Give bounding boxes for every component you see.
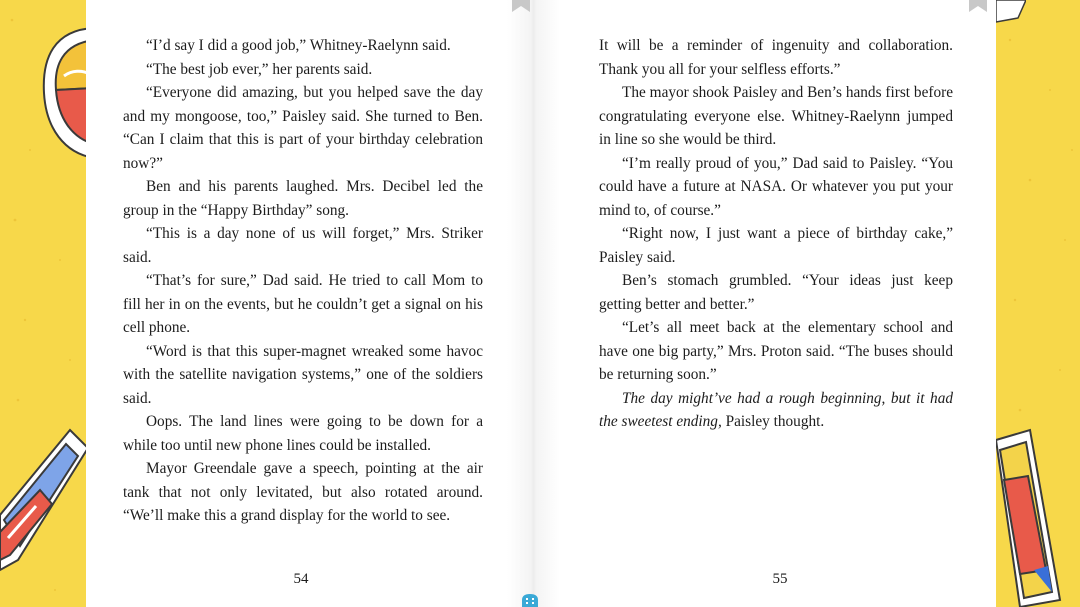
final-plain-text: Paisley thought. [721, 413, 825, 430]
book-spine-gutter [507, 0, 560, 607]
sticker-illustration-bottom-left [0, 420, 90, 580]
toolbar-handle-icon[interactable] [518, 594, 542, 607]
sticker-illustration-top-right [996, 0, 1026, 40]
right-page-text [599, 34, 953, 434]
final-italic-text: The day might’ve had a rough beginning, but it had the sweetest ending, [599, 389, 953, 430]
paragraph: “I’d say I did a good job,” Whitney-Raelynn said. [146, 37, 451, 54]
paragraph: Ben’s stomach grumbled. “Your ideas just keep getting better and better.” [599, 272, 953, 313]
bookmark-icon[interactable] [969, 0, 987, 12]
paragraph-final [599, 387, 953, 434]
paragraph: The mayor shook Paisley and Ben’s hands first before congratulating everyone else. Whitney-Raelynn jumped in line so she would be third. [599, 84, 953, 148]
paragraph: “This is a day none of us will forget,” Mrs. Striker said. [123, 225, 483, 266]
paragraph: “Let’s all meet back at the elementary school and have one big party,” Mrs. Proton said. “The buses should be returning soon.” [599, 319, 953, 383]
paragraph: “The best job ever,” her parents said. [146, 60, 373, 78]
paragraph: “Everyone did amazing, but you helped save the day and my mongoose, too,” Paisley said. She turned to Ben. “Can I claim that this is part of your birthday celebration now?” [123, 84, 483, 172]
bookmark-icon[interactable] [512, 0, 530, 12]
left-page-text [123, 34, 483, 528]
page-number-right: 55 [772, 571, 788, 587]
left-page[interactable] [86, 0, 507, 607]
right-page[interactable] [560, 0, 996, 607]
paragraph-continuation: It will be a reminder of ingenuity and collaboration. Thank you all for your selfless efforts.” [599, 37, 953, 78]
paragraph: Oops. The land lines were going to be down for a while too until new phone lines could be installed. [123, 413, 483, 454]
paragraph: Ben and his parents laughed. Mrs. Decibel led the group in the “Happy Birthday” song. [123, 178, 483, 219]
paragraph: “Right now, I just want a piece of birthday cake,” Paisley said. [599, 225, 953, 266]
paragraph: “Word is that this super-magnet wreaked some havoc with the satellite navigation systems,” one of the soldiers said. [123, 342, 483, 407]
paragraph: “That’s for sure,” Dad said. He tried to call Mom to fill her in on the events, but he couldn’t get a signal on his cell phone. [123, 272, 483, 336]
paragraph: “I’m really proud of you,” Dad said to Paisley. “You could have a future at NASA. Or whatever you put your mind to, of course.” [599, 154, 953, 219]
sticker-illustration-bottom-right [990, 420, 1080, 607]
page-number-left: 54 [293, 571, 309, 587]
paragraph: Mayor Greendale gave a speech, pointing at the air tank that not only levitated, but also rotated around. “We’ll make this a grand display for the world to see. [123, 460, 483, 524]
sticker-illustration-top-left [34, 18, 94, 168]
